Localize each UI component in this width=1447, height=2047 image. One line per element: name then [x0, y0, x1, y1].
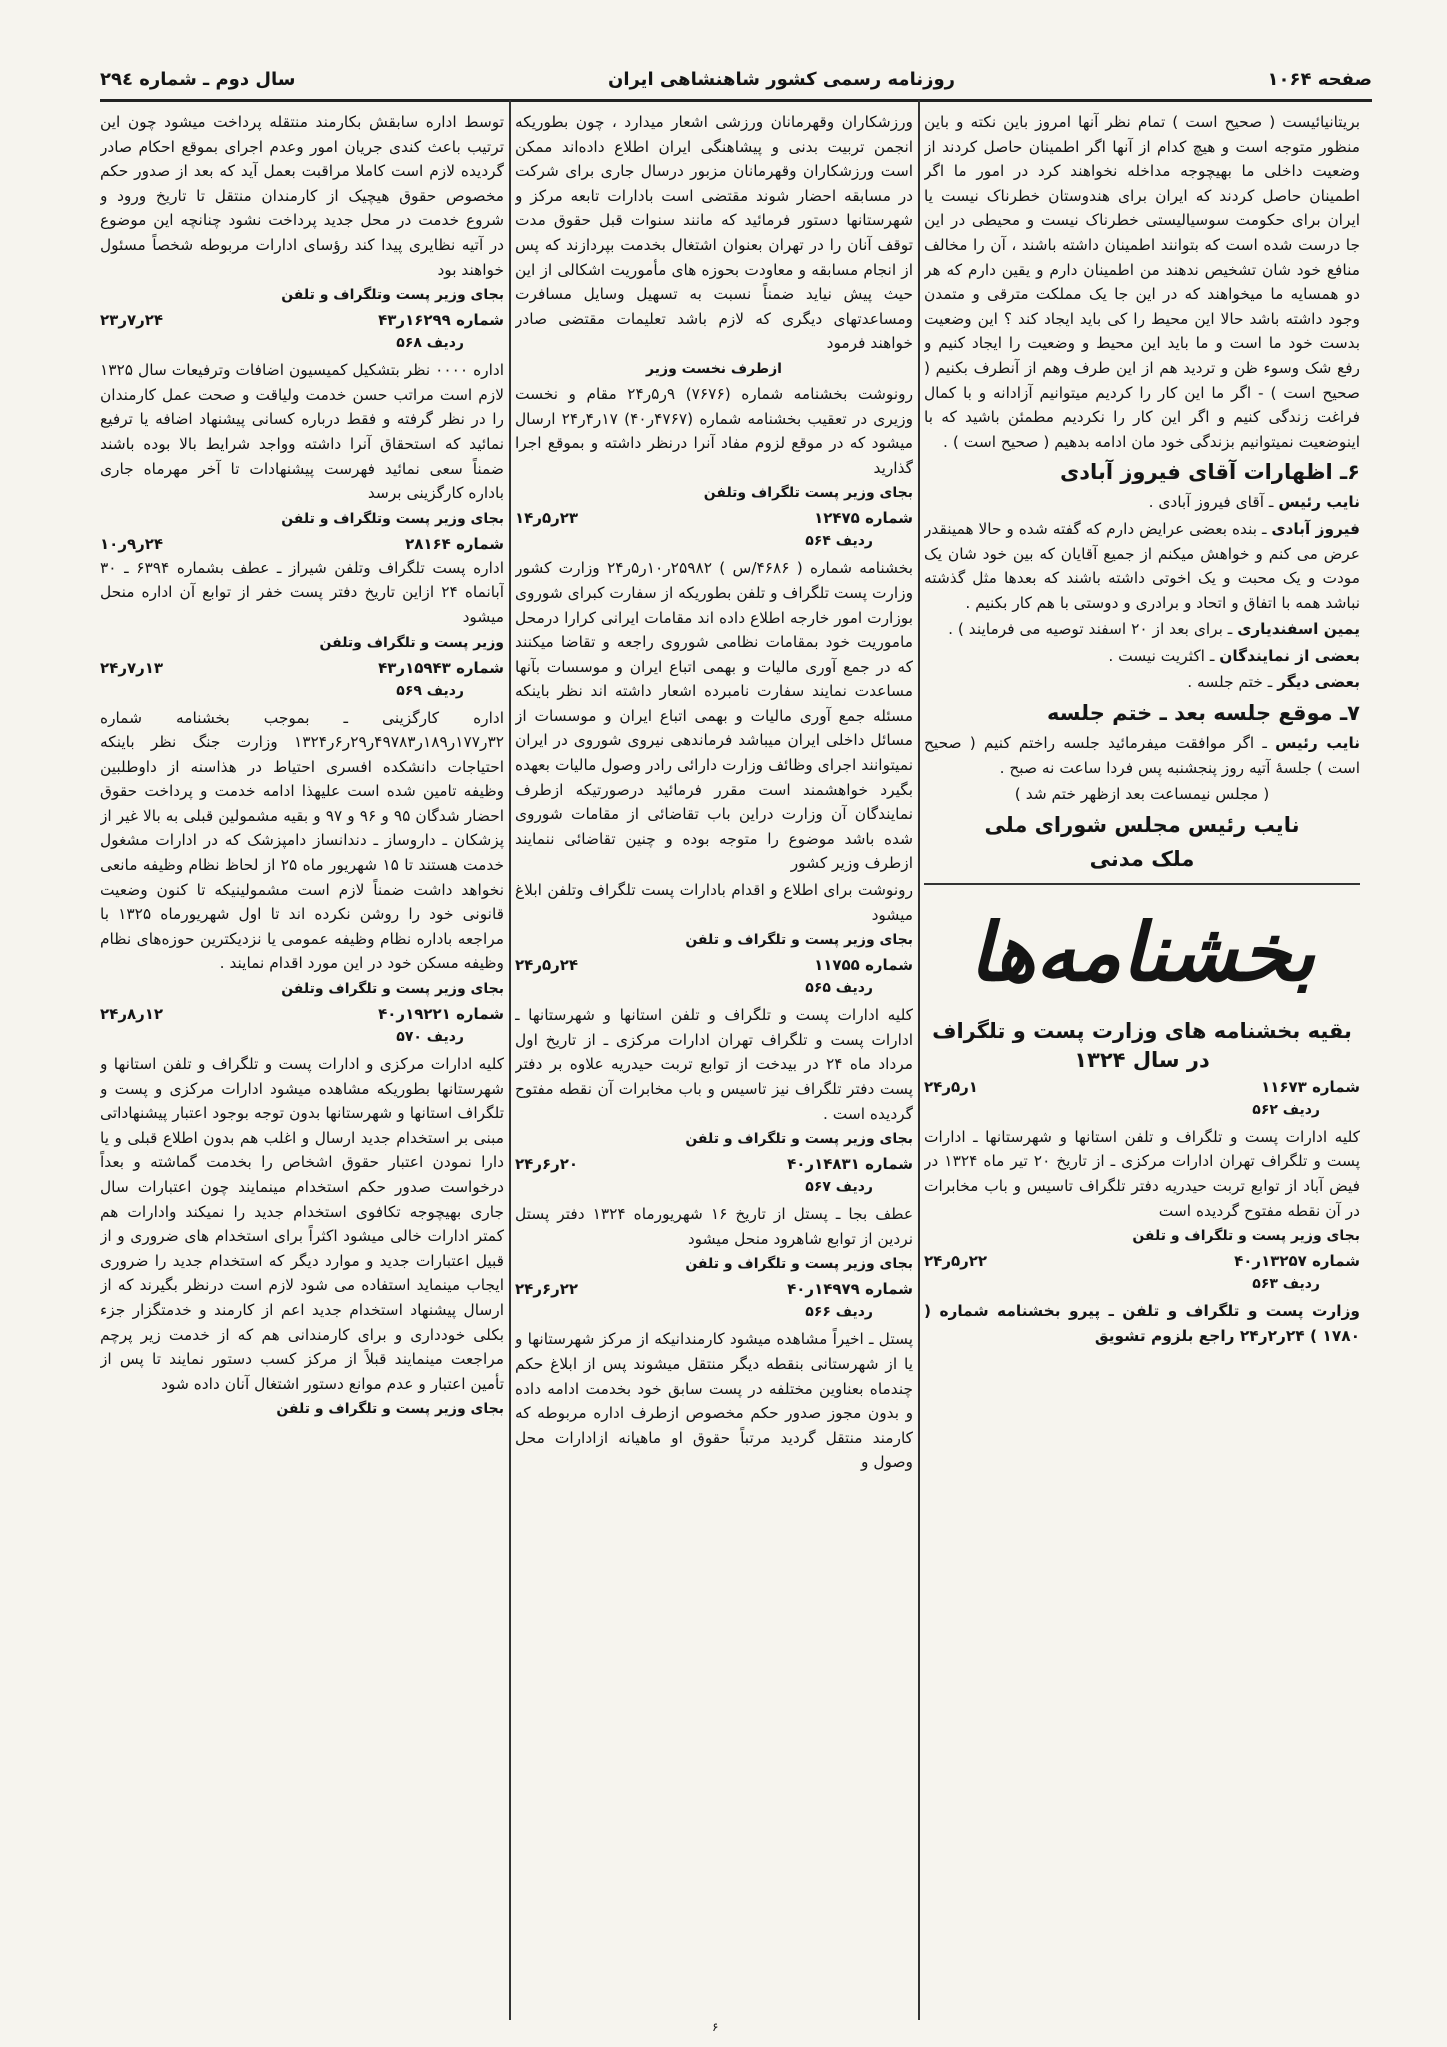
issue-info: سال دوم ـ شماره ۲۹٤: [100, 68, 296, 90]
circular-number-line: [100, 532, 504, 556]
circular-number-line: [515, 1277, 913, 1301]
speech-text: ـ برای بعد از ۲۰ اسفند توصیه می فرمایند ) .: [948, 620, 1233, 639]
paragraph: [924, 731, 1360, 780]
circular-number: شماره ۱۳۲۵۷ر۴۰: [1234, 1252, 1360, 1271]
row-number: ردیف ۵۶۳: [1252, 1276, 1320, 1293]
banner-title: بخشنامه‌ها: [968, 904, 1316, 999]
paragraph: کلیه ادارات پست و تلگراف و تلفن استانها و شهرستانها ـ ادارات پست و تلگراف تهران ادارات مرکزی ـ از تاریخ ۲۰ تیر ماه ۱۳۲۴ در فیض آباد از توابع تربت حیدریه دفتر تلگراف تاسیس و باب مخابرات در آن نقطه مفتوح گردیده است: [924, 1127, 1360, 1220]
paragraph: اداره پست تلگراف وتلفن شیراز ـ عطف بشماره ۶۳۹۴ ـ ۳۰ آبانماه ۲۴ ازاین تاریخ دفتر پست خفر از توابع آن اداره منحل میشود: [100, 558, 504, 626]
circular-number-line: [515, 953, 913, 977]
paragraph: رونوشت بخشنامه شماره (۷۶۷۶) ۹ر۵ر۲۴ مقام و نخست وزیری در تعقیب بخشنامه شماره (۴۷۶۷ر۴۰) ۱۷ر۴ر۲۴ ارسال میشود که در موقع لزوم مفاد آنرا درنظر داشته و بموقع اجرا گذارید: [515, 384, 913, 477]
paragraph: [924, 517, 1360, 615]
paragraph: پستل ـ اخیراً مشاهده میشود کارمندانیکه از مرکز شهرستانها و یا از شهرستانی بنقطه دیگر منتقل میشوند پس از ابلاغ حکم چندماه بعناوین مختلفه در پست سابق خود بخدمت ادامه داده و بدون مجوز صدور حکم مخصوص ازطرف اداره مربوطه که کارمند منتقل گردید مرتباً حقوق او ماهیانه ازادارات محل وصول و: [515, 1330, 913, 1472]
signature: ازطرف نخست وزیر: [646, 360, 782, 377]
circular-number: شماره ۲۸۱۶۴: [405, 534, 504, 553]
page-header: [100, 62, 1372, 96]
section-heading: ۶ـ اظهارات آقای فیروز آبادی: [1060, 460, 1360, 485]
paragraph: [924, 490, 1360, 515]
header-rule: [100, 99, 1372, 102]
speech-text: ـ ختم جلسه .: [1187, 673, 1273, 692]
paragraph: توسط اداره سابقش بکارمند منتقله پرداخت میشود چون این ترتیب باعث کندی جریان امور وعدم اجرای بموقع احکام صادر گردیده لازم است کاملا مراقبت بعمل آید که بعد از صدور حکم مخصوص حقوق هیچیک از کارمندان منتقل تا تاریخ ورود و شروع خدمت در محل جدید پرداخت نشود چنانچه این موضوع در آتیه نظایری پیدا کند رؤسای ادارات مربوطه شخصاً مسئول خواهند بود: [100, 113, 504, 279]
row-number: ردیف ۵۶۹: [396, 682, 464, 699]
row-number: ردیف ۵۶۶: [805, 1304, 873, 1321]
paragraph: اداره کارگزینی ـ بموجب بخشنامه شماره ۳۲ر۱۷۷ر۱۸۹ر۴۹۷۸۳ر۲۹ر۶ر۱۳۲۴ وزارت جنگ نظر باینکه احتیاجات دانشکده افسری احتیاط در هذاسنه از داوطلبین وظیفه تامین شده است علیهذا ادامه خدمت و پرداخت حقوق احضار شدگان ۹۵ و ۹۶ و ۹۷ و بقیه مشمولین قبلی به بالا غیر از پزشکان ـ داروساز ـ دندانساز دامپزشک که در ادارات مشغول خدمت هستند تا ۱۵ شهریور ماه ۲۵ از لحاظ نظام وظیفه مانعی نخواهد داشت ضمناً لازم است مشمولینیکه تا کنون وضعیت قانونی خود را روشن نکرده اند تا اول شهریورماه ۱۳۲۵ با مراجعه باداره نظام وظیفه عمومی یا نزدیکترین حوزه‌های نظام وظیفه مسکن خود در این مورد اقدام نمایند .: [100, 708, 504, 973]
signature: بجای وزیر پست و تلگراف و تلفن: [685, 932, 913, 949]
signature: بجای وزیر پست و تلگراف و تلفن: [1132, 1228, 1360, 1245]
circular-date: ۱ر۵ر۲۴: [924, 1077, 978, 1096]
circular-date: ۲۲ر۶ر۲۴: [515, 1280, 579, 1299]
circular-number-line: [515, 506, 913, 530]
session-adjourned: ( مجلس نیمساعت بعد ازظهر ختم شد ): [1014, 785, 1270, 804]
speaker-name: بعضی دیگر: [1277, 673, 1360, 692]
circular-date: ۲۰ر۶ر۲۴: [515, 1155, 579, 1174]
circular-date: ۱۳ر۷ر۲۴: [100, 658, 164, 677]
signature: وزیر پست و تلگراف وتلفن: [319, 634, 504, 651]
circular-number: شماره ۱۱۶۷۳: [1261, 1077, 1360, 1096]
subheading-year: در سال ۱۳۲۴: [1074, 1047, 1210, 1072]
page-number: صفحه ۱۰۶۴: [1267, 68, 1372, 90]
row-number: ردیف ۵۷۰: [396, 1029, 464, 1046]
paragraph: وزارت پست و تلگراف و تلفن ـ پیرو بخشنامه شماره ( ۱۷۸۰ ) ۲۴ر۲ر۲۴ راجع بلزوم تشویق: [924, 1302, 1360, 1345]
column-divider-right: [918, 100, 920, 2020]
speech-text: ـ اکثریت نیست .: [1108, 646, 1215, 665]
signature: بجای وزیر پست و تلگراف و تلفن: [276, 1401, 504, 1418]
column-right: [924, 110, 1360, 2015]
circular-number-line: [100, 1002, 504, 1026]
paragraph: رونوشت برای اطلاع و اقدام بادارات پست تلگراف وتلفن ابلاغ میشود: [515, 881, 913, 924]
speaker-name: نایب رئیس: [1278, 493, 1360, 512]
circular-number: شماره ۱۲۴۷۵: [814, 509, 913, 528]
paragraph: کلیه ادارات پست و تلگراف و تلفن استانها و شهرستانها ـ ادارات پست و تلگراف تهران ادارات مرکزی ـ از تاریخ اول مرداد ماه ۲۴ در بیدخت از توابع تربت حیدریه علاوه بر دفتر پست دفتر تلگراف نیز تاسیس و باب مخابرات آن نقطه مفتوح گردیده است .: [515, 1006, 913, 1123]
signature: بجای وزیر پست وتلگراف و تلفن: [281, 287, 504, 304]
paragraph: بخشنامه شماره ( ۴۶۸۶/س ) ۲۵۹۸۲ر۱۰ر۵ر۲۴ وزارت کشور وزارت پست تلگراف و تلفن بطوریکه از سفارت کبرای شوروی بوزارت امور خارجه اطلاع داده اند مقامات ایرانی کرارا درمحل ماموریت خود بمقامات نظامی شوروی راجعه و تقاضا میکنند که در جمع آوری مالیات و بهمی اتباع ایران و موسسات بآنها مساعدت نمایند سفارت نامبرده اشعار داشته اند نظر باینکه مسئله جمع آوری مالیات و بهمی اتباع ایران و موسسات از مسائل داخلی ایران میباشد فرماندهی نیروی شوروی در ایران نمیتوانند اجرای وظائف وزارت دارائی رادر وصول مالیات بعهده بگیرد خواهشمند است مقرر فرمائید درصورتیکه ازطرف نمایندگان آن وزارت دراین باب تقاضائی از مقامات شوروی شده باشد موضوع را متوجه بوده و چنین تقاضائی ننمایند ازطرف وزیر کشور: [515, 559, 913, 873]
speech-text: ـ بنده بعضی عرایض دارم که گفته شده و حالا همینقدر عرض می کنم و خواهش میکنم از جمیع آقایان که بین خود شان یک مودت و یک محبت و یک اخوتی داشته باشند که بعدها مثل گذشته نباشد همه با اتفاق و اتحاد و برادری و دوستی با هم کار بکنیم .: [924, 519, 1360, 612]
signature-name: ملک مدنی: [1089, 846, 1195, 871]
speech-text: ـ اگر موافقت میفرمائید جلسه راختم کنیم ( صحیح است ) جلسهٔ آتیه روز پنجشنبه پس فردا ساعت نه صبح .: [924, 734, 1360, 777]
paragraph: اداره ۰۰۰۰ نظر بتشکیل کمیسیون اضافات وترفیعات سال ۱۳۲۵ لازم است مراتب حسن خدمت ولیاقت و صحت عمل کارمندان را در نظر گرفته و فقط درباره کسانی پیشنهاد اضافه یا ترفیع نمائید که استحقاق آنرا داشته وواجد شرایط بالا بوده باشند ضمناً سعی نمائید فهرست پیشنهادات تا آخر مهرماه جاری باداره کارگزینی برسد: [100, 361, 504, 503]
section-heading: ۷ـ موقع جلسه بعد ـ ختم جلسه: [1047, 701, 1360, 726]
circular-number: شماره ۱۴۸۳۱ر۴۰: [787, 1155, 913, 1174]
signature: بجای وزیر پست تلگراف وتلفن: [703, 485, 913, 502]
signature-title: نایب رئیس مجلس شورای ملی: [984, 812, 1300, 837]
circular-number-line: [515, 1152, 913, 1176]
column-divider-left: [509, 100, 511, 2020]
paragraph: کلیه ادارات مرکزی و ادارات پست و تلگراف و تلفن استانها و شهرستانها بطوریکه مشاهده میشود ادارات مرکزی و پست و تلگراف استانها و شهرستانها بدون توجه بوجود اعتبار پیشنهاداتی مبنی بر استخدام جدید ارسال و اغلب هم بدون اطلاع قبلی و یا دارا نمودن اعتبار حقوق اشخاص را بخدمت گماشته و بعداً درخواست صدور حکم استخدام مینمایند چون اعتبارات سال جاری بهیچوجه تکافوی استخدام جدید را نمیکند وادارات هم کمتر ادارات خالی میشود اکثراً برای استخدام های ضروری و از قبیل اعتبارات جدید و موارد دیگر که استخدام جدید را ضروری ایجاب مینماید استفاده می شود لازم است درنظر بگیرند که از ارسال پیشنهاد استخدام جدید اعم از کارمند و خدمتگزار جزء بکلی خودداری و برای کارمندانی هم که از خدمت زیر پرچم مراجعت مینمایند قبلاً از مرکز کسب دستور نمایند تا پس از تأمین اعتبار و عدم موانع دستور اشتغال آنان داده شود: [100, 1055, 504, 1393]
circular-date: ۲۴ر۹ر۱۰: [100, 534, 164, 553]
subheading: بقیه بخشنامه های وزارت پست و تلگراف: [932, 1018, 1352, 1043]
row-number: ردیف ۵۶۲: [1252, 1101, 1320, 1118]
circular-date: ۲۴ر۵ر۲۴: [515, 956, 579, 975]
column-left: [100, 110, 504, 2015]
circular-date: ۱۲ر۸ر۲۴: [100, 1005, 164, 1024]
section-separator: [924, 883, 1360, 885]
circular-number-line: [100, 656, 504, 680]
footer-page-mark: ۶: [712, 2020, 719, 2034]
speaker-name: بعضی از نمایندگان: [1219, 646, 1360, 665]
row-number: ردیف ۵۶۴: [805, 533, 873, 550]
paragraph: بریتانیائیست ( صحیح است ) تمام نظر آنها امروز باین نکته و باین منظور متوجه است و هیچ کدام از آنها اگر اطمینان حاصل کردند از وضعیت داخلی ما بهیچوجه مداخله نخواهند کرد در امور ما اگر اطمینان حاصل کردند که ایران برای هندوستان خطرناک نیست یا ایران برای حکومت سوسیالیستی خطرناک نیست و محیطی در این جا درست شده است که بتوانند اطمینان داشته باشند ، آن را مخالف منافع خود شان تشخیص ندهند من اطمینان دارم و یقین دارم که هر دو همسایه ما میخواهند که در این جا یک مملکت مترقی و متمدن وجود داشته باشد حالا این محیط را کی باید ایجاد کند ؟ این وضعیت بدست خود ما است و ما باید این محیط و وضعیت را ایجاد کنیم و رفع شک وسوء ظن و تردید هم از این طرف وهم از آنطرف بکنیم ( صحیح است ) - اگر ما این کار را کردیم میتوانیم آزادانه و با کمال فراغت زندگی کنیم و اگر این کار را نکردیم مطمئن باشید که با اینوضعیت نمیتوانیم بزندگی خود مان ادامه بدهیم ( صحیح است ) .: [924, 113, 1360, 451]
paragraph: [924, 670, 1360, 695]
row-number: ردیف ۵۶۸: [396, 335, 464, 352]
speaker-name: فیروز آبادی: [1271, 519, 1360, 538]
paragraph: ورزشکاران وقهرمانان ورزشی اشعار میدارد ، چون بطوریکه انجمن تربیت بدنی و پیشاهنگی ایران اطلاع داده‌اند ممکن است ورزشکاران وقهرمانان مزبور درسال جاری برای شرکت در مسابقه احضار شوند مقتضی است بادارات تابعه مرکز و شهرستانها دستور فرمائید که مانند سنوات قبل حقوق مدت توقف آنان را در تهران بعنوان اشتغال بخدمت بپردازند که پس از انجام مسابقه و معاودت بحوزه های مأموریت اشکالی از این حیث پیش نیاید ضمناً نسبت به تسهیل وسایل مسافرت ومساعدتهای دیگری که لازم باشد تعلیمات مقتضی صادر خواهند فرمود: [515, 113, 913, 353]
paragraph: [924, 617, 1360, 642]
circular-number: شماره ۱۶۲۹۹ر۴۳: [378, 311, 504, 330]
circular-date: ۲۲ر۵ر۲۴: [924, 1252, 988, 1271]
circular-number-line: [100, 308, 504, 332]
speaker-name: نایب رئیس: [1275, 734, 1360, 753]
circular-number: شماره ۱۱۷۵۵: [814, 956, 913, 975]
newspaper-title: روزنامه رسمی کشور شاهنشاهی ایران: [607, 68, 955, 90]
circular-number: شماره ۱۹۲۲۱ر۴۰: [378, 1005, 504, 1024]
circular-number: شماره ۱۵۹۴۳ر۴۳: [378, 658, 504, 677]
circular-date: ۲۳ر۵ر۱۴: [515, 509, 579, 528]
speech-text: ـ آقای فیروز آبادی .: [1148, 493, 1274, 512]
signature: بجای وزیر پست و تلگراف و تلفن: [685, 1131, 913, 1148]
row-number: ردیف ۵۶۷: [805, 1179, 873, 1196]
signature: بجای وزیر پست و تلگراف و تلفن: [685, 1256, 913, 1273]
column-middle: [515, 110, 913, 2015]
row-number: ردیف ۵۶۵: [805, 980, 873, 997]
circular-number-line: [924, 1249, 1360, 1273]
circular-number-line: [924, 1075, 1360, 1099]
circular-date: ۲۴ر۷ر۲۳: [100, 311, 164, 330]
paragraph: عطف بجا ـ پستل از تاریخ ۱۶ شهریورماه ۱۳۲۴ دفتر پستل نردین از توابع شاهرود منحل میشود: [515, 1205, 913, 1248]
signature: بجای وزیر پست و تلگراف وتلفن: [281, 981, 504, 998]
signature: بجای وزیر پست وتلگراف و تلفن: [281, 510, 504, 527]
circular-number: شماره ۱۴۹۷۹ر۴۰: [787, 1280, 913, 1299]
speaker-name: یمین اسفندیاری: [1237, 620, 1360, 639]
paragraph: [924, 644, 1360, 669]
